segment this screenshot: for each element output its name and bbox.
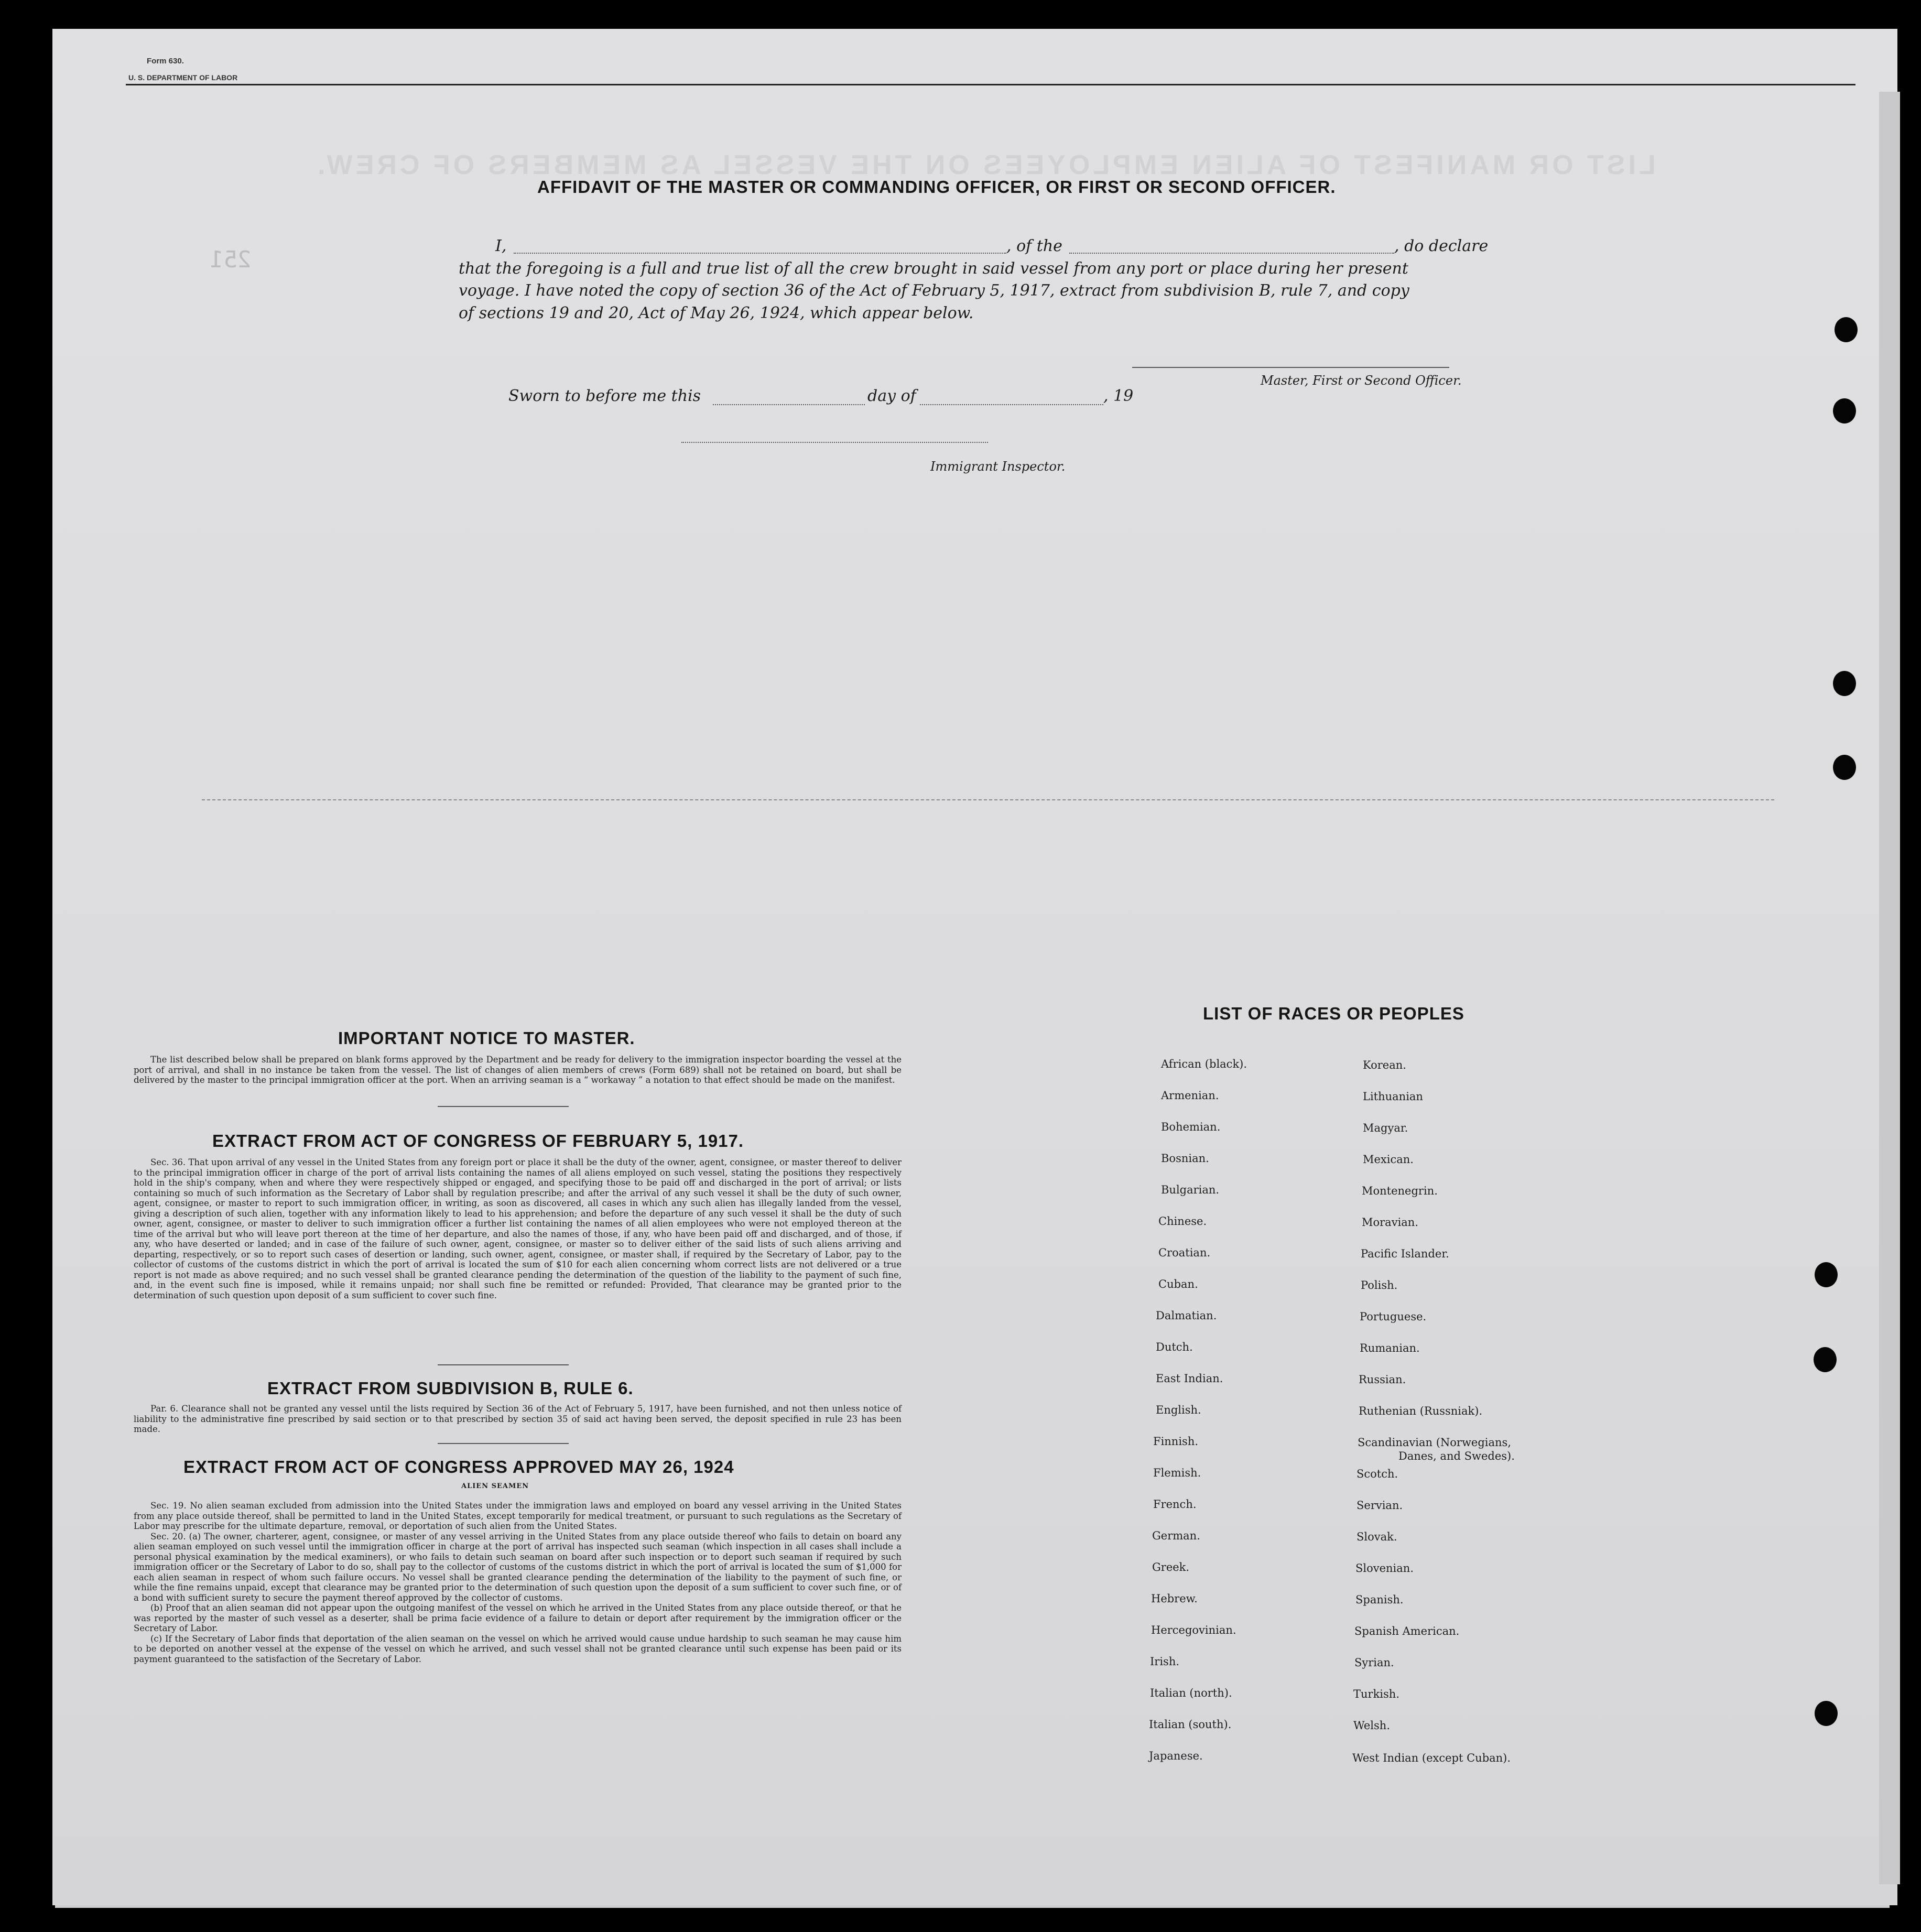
affidavit-line3: voyage. I have noted the copy of section 36 of the Act of February 5, 1917, extract from subdivision B, rule 7, and copy <box>459 281 1409 300</box>
race-left: German. <box>1152 1529 1200 1542</box>
race-right: Ruthenian (Russniak). <box>1359 1405 1483 1417</box>
sec36-text: Sec. 36. That upon arrival of any vessel in the United States from any foreign port or place it shall be the duty of the owner, agent, consignee, or master thereof to deliver to the principal immigration officer in charge of the port of arrival lists containing the names of all aliens employed on such vessel, stating the positions they respectively hold in the ship's company, when and where they were respectively shipped or engaged, and specifying those to be paid off and discharged in the port of arrival; or lists containing so much of such information as the Secretary of Labor shall by regulation prescribe; and after the arrival of any such vessel it shall be the duty of such owner, agent, consignee, or master to report to such immigration officer, in writing, as soon as discovered, all cases in which any such alien has illegally landed from the vessel, giving a description of such alien, together with any information likely to lead to his apprehension; and before the departure of any such vessel it shall be the duty of such owner, agent, consignee, or master to deliver to such immigration officer a further list containing the names of all alien employees who were not employed thereon at the time of the arrival but who will leave port thereon at the time of her departure, and also the names of those, if any, who have been paid off and discharged, and of those, if any, who have deserted or landed; and in case of the failure of such owner, agent, consignee, or master so to deliver either of the said lists of such aliens arriving and departing, respectively, or so to report such cases of desertion or landing, such owner, agent, consignee, or master shall, if required by the Secretary of Labor, pay to the collector of customs of the customs district in which the port of arrival is located the sum of $10 for each alien concerning whom correct lists are not delivered or a true report is not made as above required; and no such vessel shall be granted clearance pending the determination of the question of the liability to the payment of such fine, and, in the event such fine is imposed, while it remains unpaid; nor shall such fine be remitted or refunded: Provided, That clearance may be granted prior to the determination of such question upon deposit of a sum sufficient to cover such fine. <box>134 1157 902 1300</box>
race-left: Bulgarian. <box>1161 1184 1220 1196</box>
race-left: Armenian. <box>1161 1089 1219 1102</box>
race-left: Chinese. <box>1158 1215 1207 1228</box>
master-signature-label: Master, First or Second Officer. <box>1261 373 1462 388</box>
race-left: English. <box>1156 1404 1201 1416</box>
punch-hole <box>1835 317 1858 342</box>
race-right: Turkish. <box>1353 1688 1399 1700</box>
inspector-signature-line <box>681 442 988 443</box>
sec20c-text: (c) If the Secretary of Labor finds that deportation of the alien seaman on the vessel on which he arrived would cause undue hardship to such seaman he may cause him to be deported on another vessel at the expense of the vessel on which he arrived, and such vessel shall not be granted clearance until such expense has been paid or its payment guaranteed to the satisfaction of the Secretary of Labor. <box>134 1633 902 1664</box>
race-left: Japanese. <box>1149 1750 1203 1762</box>
race-left: Greek. <box>1152 1561 1190 1573</box>
rule6-title: EXTRACT FROM SUBDIVISION B, RULE 6. <box>267 1379 634 1398</box>
race-left: Italian (south). <box>1149 1718 1232 1731</box>
punch-hole <box>1833 398 1856 424</box>
fold-crease <box>202 799 1774 800</box>
affidavit-title: AFFIDAVIT OF THE MASTER OR COMMANDING OFFICER, OR FIRST OR SECOND OFFICER. <box>537 177 1336 197</box>
race-left: Finnish. <box>1153 1435 1199 1448</box>
race-right: Servian. <box>1356 1499 1403 1512</box>
race-right: Scandinavian (Norwegians, <box>1358 1436 1512 1449</box>
race-right: Scotch. <box>1356 1468 1398 1480</box>
race-right: Slovak. <box>1356 1531 1397 1543</box>
race-right: West Indian (except Cuban). <box>1352 1752 1511 1764</box>
race-right: Magyar. <box>1363 1122 1408 1134</box>
sec19-text: Sec. 19. No alien seaman excluded from admission into the United States under the immigration laws and employed on board any vessel arriving in the United States from any place outside thereof, shall be permitted to land in the United States, except temporarily for medical treatment, or pursuant to such regulations as the Secretary of Labor may prescribe for the ultimate departure, removal, or deportation of such alien from the United States. <box>134 1501 902 1531</box>
notice-text: The list described below shall be prepared on blank forms approved by the Department and be ready for delivery to the immigration inspector boarding the vessel at the port of arrival, and shall in no instance be taken from the vessel. The list of changes of alien members of crews (Form 689) shall not be retained on board, but shall be delivered by the master to the principal immigration officer at the port. When an arriving seaman is a “ workaway ” a notation to that effect should be made on the manifest. <box>134 1055 902 1085</box>
race-left: Italian (north). <box>1150 1687 1232 1699</box>
race-left: French. <box>1153 1498 1197 1511</box>
master-signature-line <box>1132 367 1449 368</box>
race-left: Irish. <box>1150 1655 1180 1668</box>
race-left: Dalmatian. <box>1156 1309 1217 1322</box>
race-left: Hebrew. <box>1151 1592 1198 1605</box>
page-edge <box>1879 92 1900 1884</box>
race-right: Spanish. <box>1355 1593 1404 1606</box>
race-right: Korean. <box>1363 1059 1406 1071</box>
punch-hole <box>1814 1347 1837 1372</box>
punch-hole <box>1833 755 1856 780</box>
form-number: Form 630. <box>147 57 184 66</box>
race-right-continuation: Danes, and Swedes). <box>1398 1450 1515 1462</box>
race-left: African (black). <box>1161 1058 1247 1070</box>
affidavit-line1-start: I, <box>495 237 507 255</box>
sec20a-text: Sec. 20. (a) The owner, charterer, agent, consignee, or master of any vessel arriving in the United States from any place outside thereof who fails to detain on board any alien seaman employed on such vessel until the immigration officer in charge at the port of arrival has inspected such seaman (which inspection in all cases shall include a personal physical examination by the medical examiners), or who fails to detain such seaman on board after such inspection or to deport such seaman if required by such immigration officer or the Secretary of Labor to do so, shall pay to the collector of customs of the customs district in which the port of arrival is located the sum of $1,000 for each alien seaman in respect of whom such failure occurs. No vessel shall be granted clearance pending the determination of the liability to the payment of such fine, or while the fine remains unpaid, except that clearance may be granted prior to the determination of such question upon the deposit of a sum sufficient to cover such fine, or of a bond with sufficient surety to secure the payment thereof approved by the collector of customs. <box>134 1531 902 1603</box>
header-rule <box>126 84 1855 85</box>
affidavit-line4: of sections 19 and 20, Act of May 26, 1924, which appear below. <box>459 304 974 322</box>
race-left: Bohemian. <box>1161 1121 1221 1133</box>
race-right: Pacific Islander. <box>1361 1247 1449 1260</box>
race-left: Flemish. <box>1153 1467 1201 1479</box>
sworn-end: , 19 <box>1103 387 1134 405</box>
inspector-label: Immigrant Inspector. <box>930 459 1066 474</box>
sworn-month-blank <box>920 404 1103 405</box>
affidavit-line1-mid: , of the <box>1006 237 1062 255</box>
alien-seamen-subtitle: ALIEN SEAMEN <box>461 1482 529 1490</box>
rule6-text: Par. 6. Clearance shall not be granted any vessel until the lists required by Section 36 of the Act of February 5, 1917, have been furnished, and not then unless notice of liability to the administrative fine prescribed by said section or to that prescribed by section 35 of said act having been served, the deposit specified in rule 23 has been made. <box>134 1404 902 1434</box>
sec20b-text: (b) Proof that an alien seaman did not appear upon the outgoing manifest of the vessel on which he arrived in the United States from any place outside thereof, or that he was reported by the master of such vessel as a deserter, shall be prima facie evidence of a failure to detain or deport after requirement by the immigration officer or the Secretary of Labor. <box>134 1603 902 1633</box>
department-label: U. S. DEPARTMENT OF LABOR <box>128 73 238 82</box>
race-left: Hercegovinian. <box>1151 1624 1236 1636</box>
race-right: Syrian. <box>1354 1656 1394 1669</box>
race-right: Mexican. <box>1363 1153 1414 1166</box>
extract-1917-body <box>134 1157 902 1300</box>
extract-1924-body <box>134 1501 902 1664</box>
race-right: Polish. <box>1361 1279 1398 1291</box>
notice-title: IMPORTANT NOTICE TO MASTER. <box>338 1028 635 1048</box>
extract-1924-title: EXTRACT FROM ACT OF CONGRESS APPROVED MAY 26, 1924 <box>183 1457 734 1477</box>
notice-body <box>134 1055 902 1086</box>
races-title: LIST OF RACES OR PEOPLES <box>1203 1004 1464 1023</box>
race-left: Cuban. <box>1158 1278 1198 1290</box>
race-right: Montenegrin. <box>1362 1185 1438 1197</box>
vessel-blank <box>1069 253 1394 254</box>
bleed-through-heading: LIST OR MANIFEST OF ALIEN EMPLOYEES ON THE VESSEL AS MEMBERS OF CREW. <box>314 150 1656 180</box>
section-divider <box>438 1443 569 1444</box>
race-left: Bosnian. <box>1161 1152 1209 1165</box>
race-left: East Indian. <box>1156 1372 1223 1385</box>
race-right: Russian. <box>1359 1373 1406 1386</box>
race-right: Lithuanian <box>1363 1090 1423 1103</box>
affidavit-line2: that the foregoing is a full and true list of all the crew brought in said vessel from any port or place during her present <box>459 259 1408 278</box>
race-right: Portuguese. <box>1360 1310 1427 1323</box>
punch-hole <box>1815 1262 1838 1287</box>
race-right: Slovenian. <box>1355 1562 1414 1575</box>
sworn-mid: day of <box>867 387 916 405</box>
affidavit-line1-end: , do declare <box>1394 237 1489 255</box>
bleed-through-number: 251 <box>210 246 252 273</box>
section-divider <box>438 1106 569 1107</box>
name-blank <box>514 253 1006 254</box>
sworn-start: Sworn to before me this <box>508 387 701 405</box>
race-left: Dutch. <box>1156 1341 1193 1353</box>
race-right: Spanish American. <box>1354 1625 1460 1637</box>
rule6-body <box>134 1404 902 1435</box>
race-right: Rumanian. <box>1360 1342 1420 1354</box>
extract-1917-title: EXTRACT FROM ACT OF CONGRESS OF FEBRUARY 5, 1917. <box>212 1131 744 1150</box>
sworn-day-blank <box>713 404 865 405</box>
section-divider <box>438 1364 569 1365</box>
race-left: Croatian. <box>1158 1246 1211 1259</box>
punch-hole <box>1833 671 1856 696</box>
race-right: Welsh. <box>1353 1719 1390 1732</box>
race-right: Moravian. <box>1362 1216 1419 1229</box>
